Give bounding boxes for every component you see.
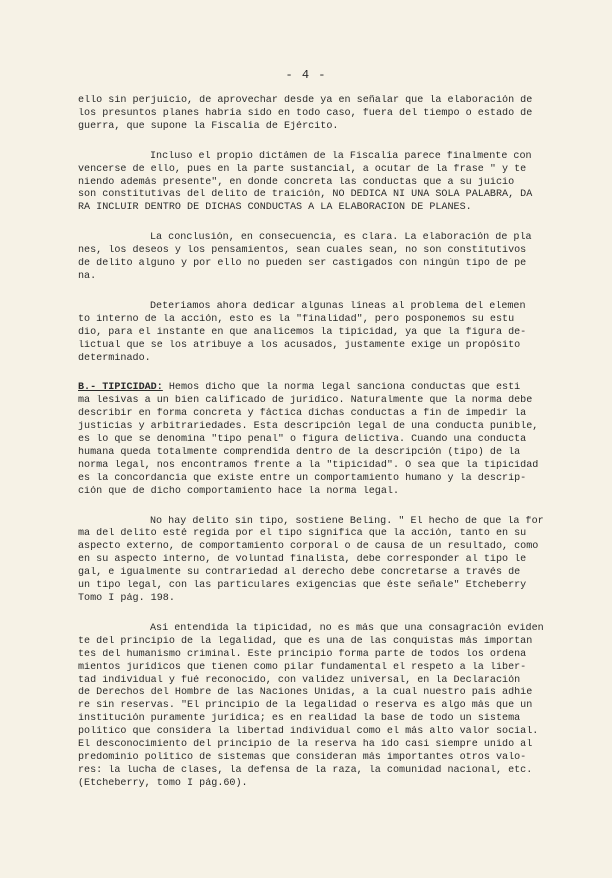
text-line: justicias y arbitrariedades. Esta descripción legal de una conducta punible, xyxy=(78,421,539,433)
text-line: en su aspecto interno, de voluntad finalista, debe corresponder al tipo le xyxy=(78,554,527,566)
paragraph-3 xyxy=(78,232,548,284)
text-line: los presuntos planes habría sido en todo caso, fuera del tiempo o estado de xyxy=(78,107,533,119)
text-line: nes, los deseos y los pensamientos, sean cuales sean, no son constitutivos xyxy=(78,245,527,257)
text-line: guerra, que supone la Fiscalía de Ejército. xyxy=(78,120,339,132)
paragraph-4 xyxy=(78,301,548,366)
text-line: de Derechos del Hombre de las Naciones Unidas, a la cual nuestro país adhie xyxy=(78,687,533,699)
text-line: mientos jurídicos que tienen como pilar fundamental el respeto a la liber- xyxy=(78,661,527,673)
page-number: - 4 - xyxy=(285,68,327,82)
text-line: político que considera la libertad individual como el más alto valor social. xyxy=(78,726,539,738)
text-line: res: la lucha de clases, la defensa de la raza, la comunidad nacional, etc. xyxy=(78,764,533,776)
text-line: La conclusión, en consecuencia, es clara. La elaboración de pla xyxy=(150,232,532,244)
text-line: aspecto externo, de comportamiento corporal o de causa de un resultado, como xyxy=(78,541,539,553)
text-line: Deteríamos ahora dedicar algunas líneas al problema del elemen xyxy=(150,300,526,312)
paragraph-6 xyxy=(78,516,548,606)
text-line: es la concordancia que existe entre un comportamiento humano y la descrip- xyxy=(78,472,527,484)
text-line: (Etcheberry, tomo I pág.60). xyxy=(78,777,248,789)
text-line: tad individual y fué reconocido, con validez universal, en la Declaración xyxy=(78,674,521,686)
text-line: El desconocimiento del principio de la reserva ha ido casi siempre unido al xyxy=(78,739,533,751)
paragraph-5 xyxy=(78,382,548,498)
text-line: determinado. xyxy=(78,352,151,364)
text-line: predominio político de sistemas que consideran más importantes otros valo- xyxy=(78,751,527,763)
text-line: na. xyxy=(78,270,97,282)
text-line: Tomo I pág. 198. xyxy=(78,593,175,604)
text-line-content: Hemos dicho que la norma legal sanciona conductas que esti xyxy=(168,382,521,394)
body-text xyxy=(78,95,548,808)
text-line: tes del humanismo criminal. Este principio forma parte de todos los ordena xyxy=(78,648,527,660)
text-line: institución puramente jurídica; es en realidad la base de todo un sistema xyxy=(78,713,521,725)
text-line: describir en forma concreta y fáctica dichas conductas a fin de impedir la xyxy=(78,408,527,420)
text-line: niendo además presente", en donde concreta las conductas que a su juicio xyxy=(78,176,515,188)
text-line: vencerse de ello, pues en la parte sustancial, a ocutar de la frase " y te xyxy=(78,163,527,175)
text-line: humana queda totalmente comprendida dentro de la descripción (tipo) de la xyxy=(78,446,521,458)
text-line: re sin reservas. "El principio de la legalidad o reserva es algo más que un xyxy=(78,700,533,712)
text-line: es lo que se denomina "tipo penal" o figura delictiva. Cuando una conducta xyxy=(78,434,527,446)
text-line: No hay delito sin tipo, sostiene Beling. " El hecho de que la for xyxy=(150,515,544,527)
text-line: norma legal, nos encontramos frente a la "tipicidad". O sea que la tipicidad xyxy=(78,459,539,471)
text-line: un tipo legal, con las particulares exigencias que éste señale" Etcheberry xyxy=(78,580,527,592)
text-line: RA INCLUIR DENTRO DE DICHAS CONDUCTAS A LA ELABORACION DE PLANES. xyxy=(78,202,472,214)
text-line: de delito alguno y por ello no pueden ser castigados con ningún tipo de pe xyxy=(78,258,527,270)
text-line: Incluso el propio dictámen de la Fiscalía parece finalmente con xyxy=(150,150,532,162)
paragraph-2 xyxy=(78,151,548,216)
text-line: son constitutivas del delito de traición, NO DEDICA NI UNA SOLA PALABRA, DA xyxy=(78,189,533,201)
text-line: ello sin perjuicio, de aprovechar desde ya en señalar que la elaboración de xyxy=(78,95,533,106)
text-line xyxy=(78,382,548,395)
text-line: lictual que se los atribuye a los acusados, justamente exige un propósito xyxy=(78,339,521,351)
text-line: Así entendida la tipicidad, no es más que una consagración eviden xyxy=(150,622,544,634)
text-line: to interno de la acción, esto es la "finalidad", pero posponemos su estu xyxy=(78,313,515,325)
section-heading: B.- TIPICIDAD: xyxy=(78,382,163,394)
text-line: te del principio de la legalidad, que es una de las conquistas más importan xyxy=(78,635,533,647)
text-line: ma del delito esté regida por el tipo significa que la acción, tanto en su xyxy=(78,528,527,540)
paragraph-7 xyxy=(78,623,548,791)
paragraph-1 xyxy=(78,95,548,134)
text-line: dio, para el instante en que analicemos la tipicidad, ya que la figura de- xyxy=(78,326,527,338)
text-line: ma lesivas a un bien calificado de jurídico. Naturalmente que la norma debe xyxy=(78,395,533,407)
text-line: gal, e igualmente su contrariedad al derecho debe concretarse a través de xyxy=(78,567,521,579)
text-line: ción que de dicho comportamiento hace la norma legal. xyxy=(78,485,400,497)
